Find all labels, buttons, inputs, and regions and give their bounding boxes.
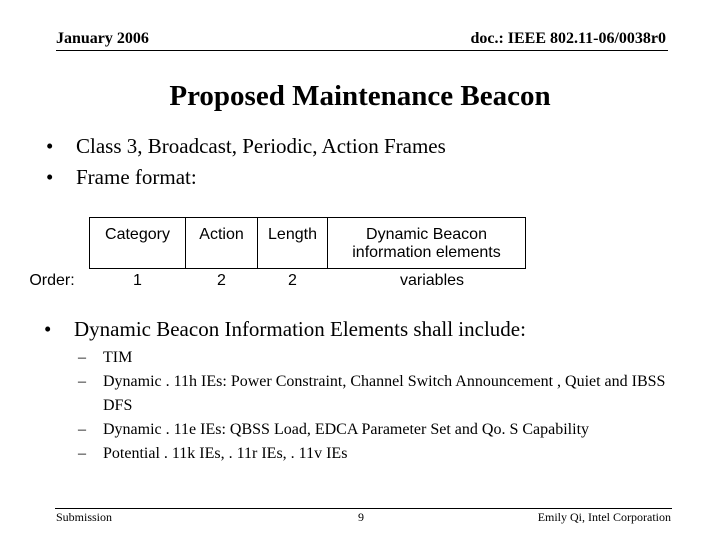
footer-rule [55,508,672,509]
bullet-text: Frame format: [76,165,197,189]
header-cell-category: Category [89,217,186,269]
sub-bullet-text: Potential . 11k IEs, . 11r IEs, . 11v IEs [103,445,348,462]
bullet-list-2 [44,314,526,345]
sub-bullet-text: Dynamic . 11e IEs: QBSS Load, EDCA Parameter Set and Qo. S Capability [103,421,590,438]
header-rule [56,50,668,51]
sub-bullet-item [78,346,678,370]
order-cell-dynamic-ies: variables [399,272,465,289]
order-cell-category: 1 [133,272,142,289]
header-date: January 2006 [56,30,149,47]
sub-bullet-item [78,418,678,442]
sub-bullet-item [78,442,678,466]
bullet-icon: • [46,165,54,189]
sub-bullet-item [78,370,678,418]
dash-icon: – [78,421,86,438]
bullet-item [44,314,526,345]
order-cell-length: 2 [288,272,297,289]
order-cell-action: 2 [217,272,226,289]
bullet-text: Dynamic Beacon Information Elements shall include: [74,317,526,341]
bullet-icon: • [46,134,54,158]
bullet-list [46,131,446,193]
dash-icon: – [78,373,86,390]
bullet-item [46,162,446,193]
sub-bullet-text: Dynamic . 11h IEs: Power Constraint, Channel Switch Announcement , Quiet and IBSS DFS [103,373,666,414]
dash-icon: – [78,349,86,366]
sub-bullet-text: TIM [103,349,133,366]
slide-title: Proposed Maintenance Beacon [169,80,551,112]
header-cell-action: Action [185,217,258,269]
header-cell-length: Length [257,217,328,269]
header-doc-id: doc.: IEEE 802.11-06/0038r0 [470,30,666,47]
footer-author: Emily Qi, Intel Corporation [537,510,671,524]
row-label-order: Order: [29,272,75,289]
footer-submission: Submission [56,510,113,524]
bullet-text: Class 3, Broadcast, Periodic, Action Frames [76,134,446,158]
bullet-item [46,131,446,162]
footer-page-number: 9 [358,510,364,524]
bullet-icon: • [44,317,52,341]
dash-icon: – [78,445,86,462]
header-cell-dynamic-ies: Dynamic Beacon information elements [327,217,526,269]
sub-bullet-list [78,346,678,466]
